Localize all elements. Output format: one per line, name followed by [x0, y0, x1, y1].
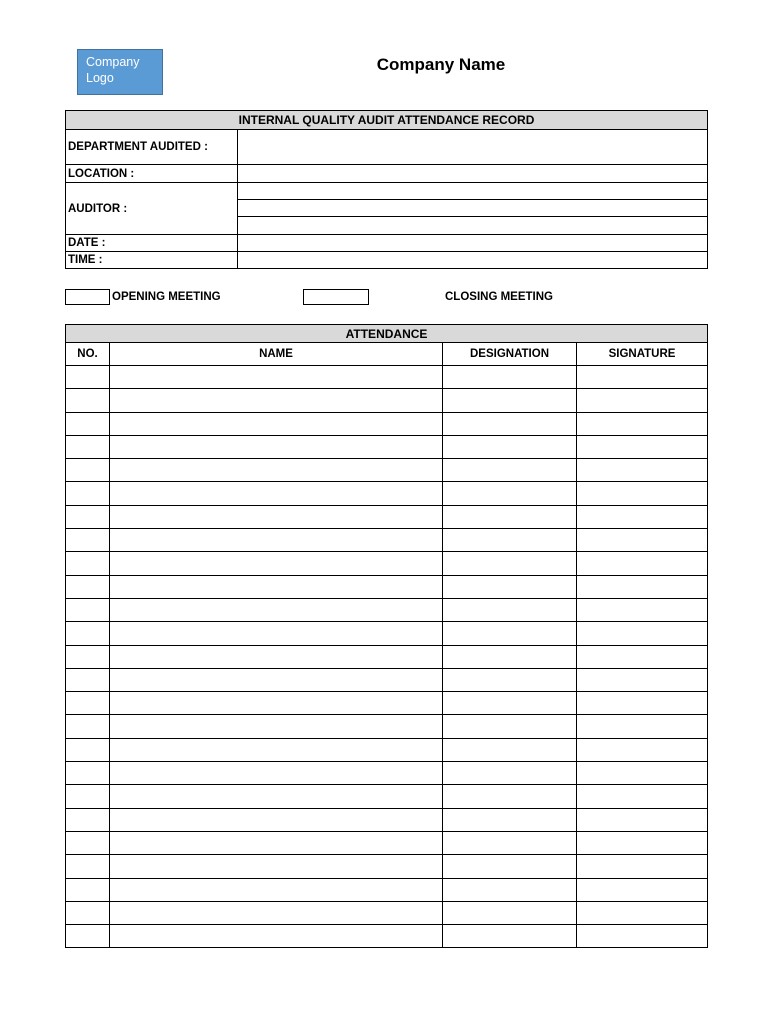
attendance-rows — [66, 366, 708, 948]
cell-name[interactable] — [110, 505, 443, 528]
cell-signature[interactable] — [577, 552, 708, 575]
cell-designation[interactable] — [443, 808, 577, 831]
auditor-field-3[interactable] — [238, 217, 708, 235]
cell-no[interactable] — [66, 435, 110, 458]
auditor-field-2[interactable] — [238, 200, 708, 217]
cell-signature[interactable] — [577, 598, 708, 621]
time-label: TIME : — [66, 252, 238, 269]
cell-no[interactable] — [66, 389, 110, 412]
cell-no[interactable] — [66, 598, 110, 621]
table-row — [66, 598, 708, 621]
cell-signature[interactable] — [577, 901, 708, 924]
table-row — [66, 925, 708, 948]
cell-designation[interactable] — [443, 389, 577, 412]
cell-name[interactable] — [110, 668, 443, 691]
cell-name[interactable] — [110, 482, 443, 505]
table-row — [66, 692, 708, 715]
company-name: Company Name — [376, 55, 506, 74]
cell-designation[interactable] — [443, 529, 577, 552]
time-field[interactable] — [238, 252, 708, 269]
table-row — [66, 505, 708, 528]
closing-meeting-label: CLOSING MEETING — [445, 291, 553, 303]
cell-no[interactable] — [66, 878, 110, 901]
date-label: DATE : — [66, 235, 238, 252]
date-field[interactable] — [238, 235, 708, 252]
column-header-name: NAME — [110, 343, 443, 366]
cell-name[interactable] — [110, 412, 443, 435]
cell-designation[interactable] — [443, 715, 577, 738]
auditor-field-1[interactable] — [238, 183, 708, 200]
cell-signature[interactable] — [577, 785, 708, 808]
audit-info-table — [65, 110, 708, 269]
cell-name[interactable] — [110, 575, 443, 598]
opening-meeting-label: OPENING MEETING — [112, 291, 221, 303]
cell-signature[interactable] — [577, 459, 708, 482]
cell-signature[interactable] — [577, 645, 708, 668]
cell-signature[interactable] — [577, 878, 708, 901]
table-row — [66, 435, 708, 458]
cell-no[interactable] — [66, 575, 110, 598]
table-row — [66, 412, 708, 435]
cell-no[interactable] — [66, 692, 110, 715]
table-row — [66, 855, 708, 878]
cell-no[interactable] — [66, 901, 110, 924]
cell-no[interactable] — [66, 482, 110, 505]
table-row — [66, 831, 708, 854]
cell-designation[interactable] — [443, 785, 577, 808]
company-logo — [77, 49, 163, 95]
cell-no[interactable] — [66, 366, 110, 389]
cell-designation[interactable] — [443, 505, 577, 528]
column-header-signature: SIGNATURE — [577, 343, 708, 366]
cell-signature[interactable] — [577, 412, 708, 435]
cell-name[interactable] — [110, 738, 443, 761]
column-header-no: NO. — [66, 343, 110, 366]
cell-name[interactable] — [110, 389, 443, 412]
cell-name[interactable] — [110, 831, 443, 854]
table-row — [66, 389, 708, 412]
table-row — [66, 901, 708, 924]
cell-name[interactable] — [110, 459, 443, 482]
cell-name[interactable] — [110, 855, 443, 878]
cell-name[interactable] — [110, 552, 443, 575]
cell-no[interactable] — [66, 505, 110, 528]
meeting-type-selector — [65, 287, 707, 307]
cell-no[interactable] — [66, 552, 110, 575]
cell-name[interactable] — [110, 901, 443, 924]
column-header-designation: DESIGNATION — [443, 343, 577, 366]
logo-text-line2: Logo — [86, 71, 114, 85]
cell-name[interactable] — [110, 925, 443, 948]
table-row — [66, 529, 708, 552]
cell-no[interactable] — [66, 855, 110, 878]
cell-no[interactable] — [66, 808, 110, 831]
cell-designation[interactable] — [443, 645, 577, 668]
closing-meeting-checkbox[interactable] — [303, 289, 369, 305]
cell-signature[interactable] — [577, 668, 708, 691]
cell-name[interactable] — [110, 598, 443, 621]
cell-signature[interactable] — [577, 715, 708, 738]
cell-signature[interactable] — [577, 366, 708, 389]
cell-signature[interactable] — [577, 529, 708, 552]
cell-designation[interactable] — [443, 831, 577, 854]
cell-signature[interactable] — [577, 808, 708, 831]
cell-no[interactable] — [66, 645, 110, 668]
cell-name[interactable] — [110, 435, 443, 458]
cell-designation[interactable] — [443, 925, 577, 948]
table-row — [66, 459, 708, 482]
table-row — [66, 645, 708, 668]
table-row — [66, 575, 708, 598]
location-label: LOCATION : — [66, 165, 238, 183]
cell-signature[interactable] — [577, 505, 708, 528]
cell-name[interactable] — [110, 366, 443, 389]
table-row — [66, 715, 708, 738]
cell-name[interactable] — [110, 645, 443, 668]
cell-designation[interactable] — [443, 412, 577, 435]
table-row — [66, 482, 708, 505]
cell-designation[interactable] — [443, 575, 577, 598]
cell-no[interactable] — [66, 738, 110, 761]
cell-no[interactable] — [66, 785, 110, 808]
cell-designation[interactable] — [443, 878, 577, 901]
cell-name[interactable] — [110, 762, 443, 785]
cell-signature[interactable] — [577, 622, 708, 645]
cell-no[interactable] — [66, 412, 110, 435]
table-row — [66, 552, 708, 575]
attendance-title: ATTENDANCE — [66, 325, 708, 343]
table-row — [66, 878, 708, 901]
cell-signature[interactable] — [577, 762, 708, 785]
cell-name[interactable] — [110, 808, 443, 831]
cell-designation[interactable] — [443, 855, 577, 878]
cell-signature[interactable] — [577, 389, 708, 412]
cell-designation[interactable] — [443, 762, 577, 785]
cell-designation[interactable] — [443, 668, 577, 691]
cell-signature[interactable] — [577, 575, 708, 598]
logo-text-line1: Company — [86, 55, 140, 69]
cell-no[interactable] — [66, 831, 110, 854]
cell-designation[interactable] — [443, 738, 577, 761]
cell-signature[interactable] — [577, 482, 708, 505]
cell-signature[interactable] — [577, 738, 708, 761]
cell-designation[interactable] — [443, 482, 577, 505]
cell-signature[interactable] — [577, 925, 708, 948]
cell-signature[interactable] — [577, 435, 708, 458]
cell-name[interactable] — [110, 692, 443, 715]
table-row — [66, 366, 708, 389]
cell-signature[interactable] — [577, 831, 708, 854]
table-row — [66, 668, 708, 691]
cell-name[interactable] — [110, 715, 443, 738]
cell-name[interactable] — [110, 785, 443, 808]
location-field[interactable] — [238, 165, 708, 183]
table-row — [66, 785, 708, 808]
cell-name[interactable] — [110, 878, 443, 901]
table-row — [66, 622, 708, 645]
cell-no[interactable] — [66, 925, 110, 948]
cell-designation[interactable] — [443, 622, 577, 645]
cell-designation[interactable] — [443, 366, 577, 389]
auditor-label: AUDITOR : — [66, 183, 238, 235]
table-row — [66, 808, 708, 831]
cell-no[interactable] — [66, 622, 110, 645]
department-field[interactable] — [238, 130, 708, 165]
cell-name[interactable] — [110, 622, 443, 645]
cell-no[interactable] — [66, 762, 110, 785]
cell-designation[interactable] — [443, 598, 577, 621]
record-title: INTERNAL QUALITY AUDIT ATTENDANCE RECORD — [66, 111, 708, 130]
department-label: DEPARTMENT AUDITED : — [66, 130, 238, 165]
cell-name[interactable] — [110, 529, 443, 552]
cell-no[interactable] — [66, 529, 110, 552]
cell-designation[interactable] — [443, 901, 577, 924]
cell-no[interactable] — [66, 459, 110, 482]
cell-no[interactable] — [66, 668, 110, 691]
cell-signature[interactable] — [577, 855, 708, 878]
cell-designation[interactable] — [443, 435, 577, 458]
attendance-table — [65, 324, 708, 948]
cell-no[interactable] — [66, 715, 110, 738]
cell-signature[interactable] — [577, 692, 708, 715]
cell-designation[interactable] — [443, 459, 577, 482]
cell-designation[interactable] — [443, 692, 577, 715]
opening-meeting-checkbox[interactable] — [65, 289, 110, 305]
cell-designation[interactable] — [443, 552, 577, 575]
table-row — [66, 738, 708, 761]
table-row — [66, 762, 708, 785]
